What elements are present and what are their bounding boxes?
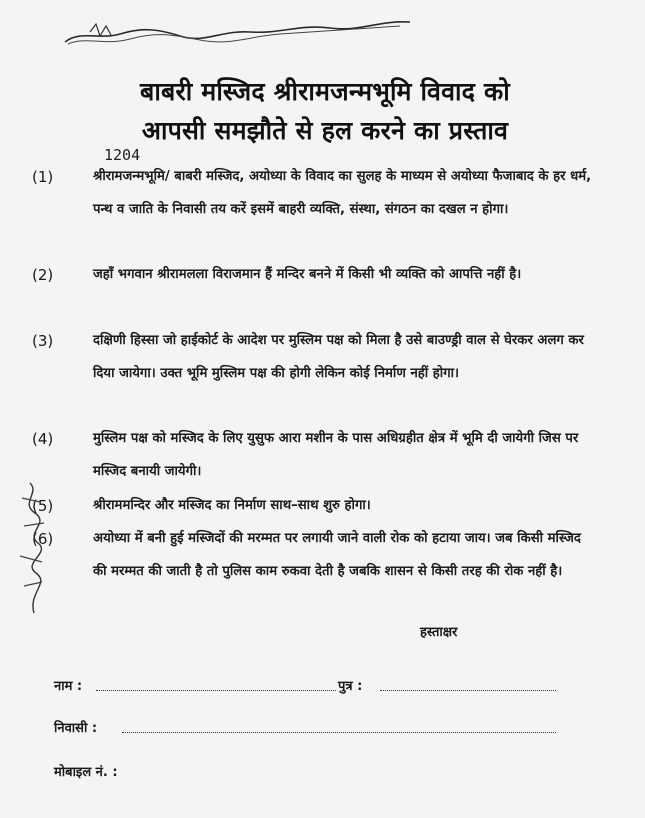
handwritten-scribble	[60, 10, 420, 50]
item-text: मुस्लिम पक्ष को मस्जिद के लिए युसुफ आरा मशीन के पास अधिग्रहीत क्षेत्र में भूमि दी जायेगी जिस पर मस्जिद बनायी जायेगी।	[93, 431, 579, 479]
son-of-label: पुत्र :	[338, 679, 363, 694]
item-number: (1)	[32, 168, 54, 186]
resident-label: निवासी :	[54, 721, 98, 736]
item-text: अयोध्या में बनी हुई मस्जिदों की मरम्मत पर लगायी जाने वाली रोक को हटाया जाय। जब किसी मस्जिद की मरम्मत की जाती है तो पुलिस काम रुकवा देती है जबकि शासन से किसी तरह की रोक नहीं है।	[93, 531, 581, 579]
item-text: दक्षिणी हिस्सा जो हाईकोर्ट के आदेश पर मुस्लिम पक्ष को मिला है उसे बाउण्ड्री वाल से घेरकर अलग कर दिया जायेगा। उक्त भूमि मुस्लिम पक्ष की होगी लेकिन कोई निर्माण नहीं होगा।	[93, 333, 584, 381]
mobile-label: मोबाइल नं. :	[54, 765, 118, 780]
item-text: जहाँ भगवान श्रीरामलला विराजमान हैं मन्दिर बनने में किसी भी व्यक्ति को आपत्ति नहीं है।	[93, 267, 522, 282]
resident-field-line[interactable]	[122, 732, 556, 733]
name-label: नाम :	[54, 679, 83, 694]
signature-label: हस्ताक्षर	[420, 625, 458, 640]
document-title-line2: आपसी समझौते से हल करने का प्रस्ताव	[141, 116, 509, 145]
document-title-line1: बाबरी मस्जिद श्रीरामजन्मभूमि विवाद को	[140, 77, 510, 106]
item-text: श्रीराममन्दिर और मस्जिद का निर्माण साथ–साथ शुरु होगा।	[93, 498, 371, 513]
item-text: श्रीरामजन्मभूमि/ बाबरी मस्जिद, अयोध्या के विवाद का सुलह के माध्यम से अयोध्या फैजाबाद के हर धर्म, पन्थ व जाति के निवासी तय करें इसमें बाहरी व्यक्ति, संस्था, संगठन का दखल न होगा।	[93, 169, 592, 217]
item-number: (5)	[32, 497, 54, 515]
item-number: (2)	[32, 266, 54, 284]
name-field-line[interactable]	[96, 690, 336, 691]
item-number: (6)	[32, 530, 54, 548]
margin-handwriting	[10, 478, 58, 618]
item-number: (4)	[32, 430, 54, 448]
item-number: (3)	[32, 332, 54, 350]
son-of-field-line[interactable]	[380, 690, 556, 691]
document-number: 1204	[104, 146, 141, 164]
